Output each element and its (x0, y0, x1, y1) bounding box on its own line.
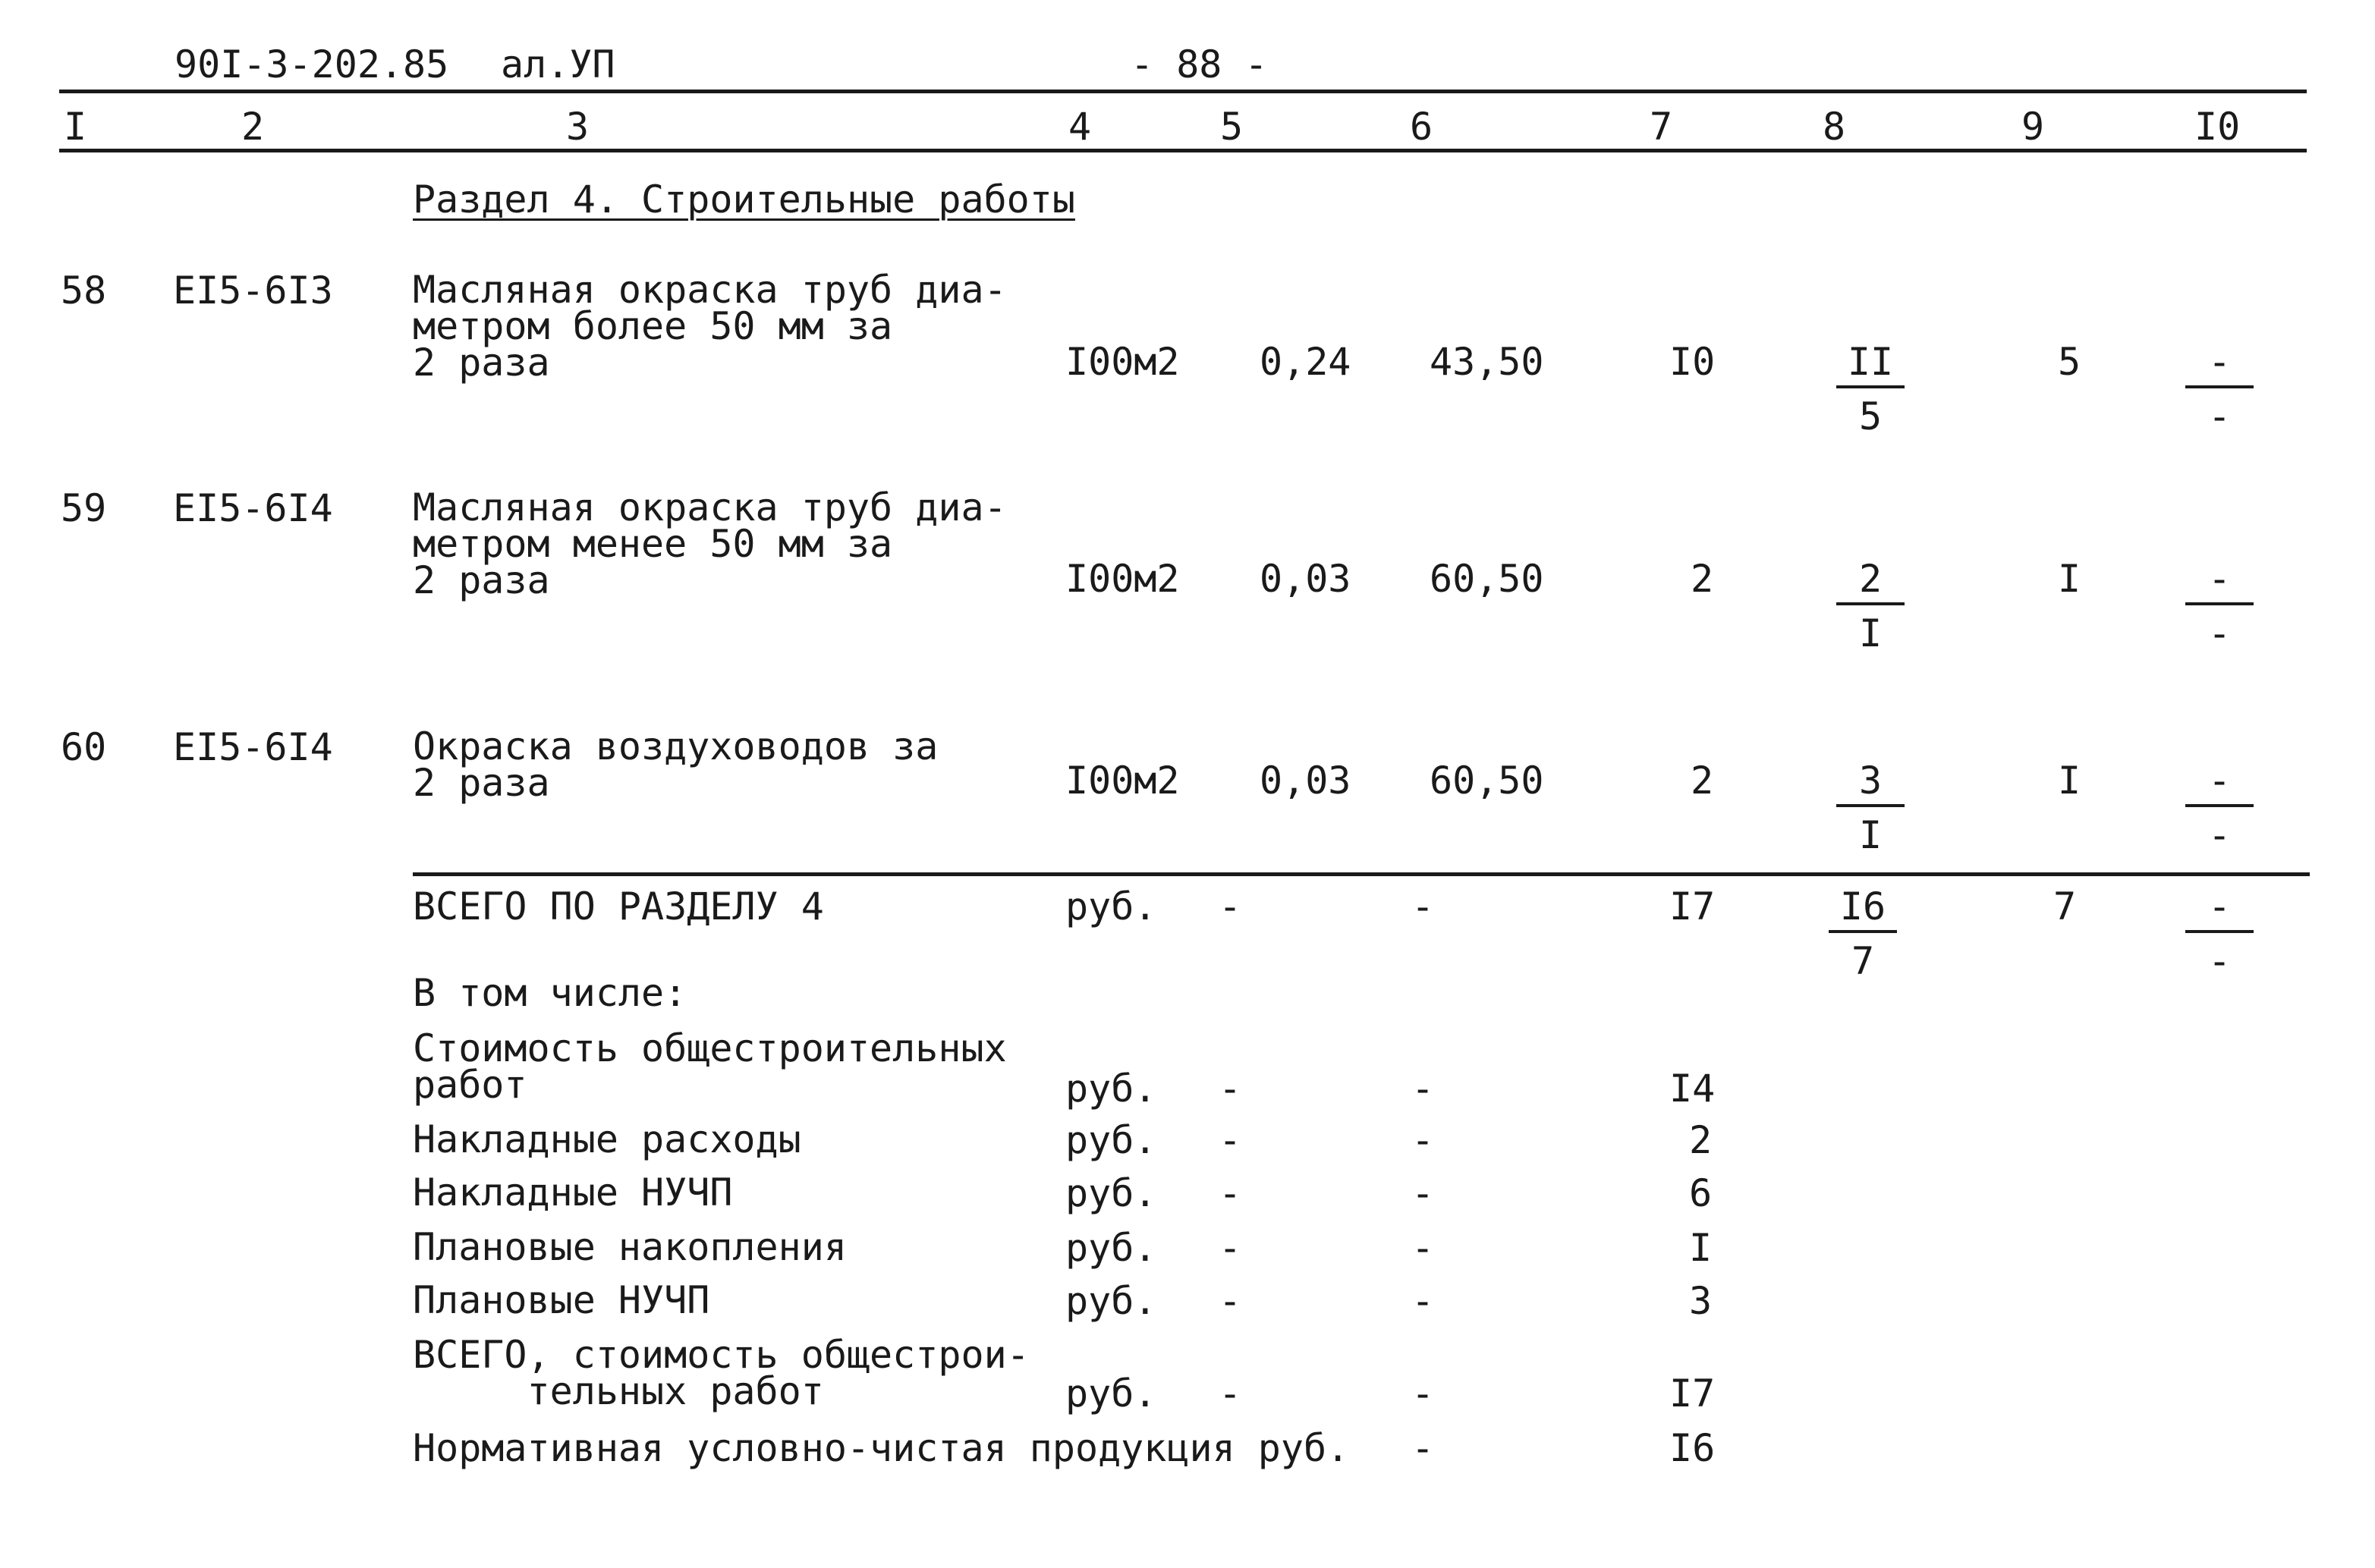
col-header-8: 8 (1823, 105, 1846, 149)
row-col8-fraction (1836, 759, 1905, 857)
header-rule-top (59, 90, 2307, 93)
breakdown-col5: - (1219, 1118, 1242, 1162)
section-total-col8-fraction (1829, 885, 1897, 983)
col-header-1: I (64, 105, 87, 149)
section-title: Раздел 4. Строительные работы (413, 178, 1075, 222)
doc-code: 90I-3-202.85 (175, 42, 449, 86)
header-rule-bottom (59, 149, 2307, 152)
row-description: Окраска воздуховодов за 2 раза (413, 724, 939, 805)
breakdown-col5: - (1219, 1372, 1242, 1416)
fraction-bar (2185, 930, 2254, 933)
col-header-2: 2 (241, 105, 265, 149)
fraction-bar (2185, 602, 2254, 605)
total-divider (413, 872, 2310, 876)
section-total-col5: - (1219, 885, 1242, 929)
col-header-5: 5 (1220, 105, 1244, 149)
fraction-numerator: - (2207, 557, 2232, 601)
row-number: 59 (61, 486, 107, 530)
breakdown-unit: руб. (1065, 1118, 1157, 1162)
breakdown-col6: - (1411, 1372, 1435, 1416)
fraction-denominator: - (2207, 813, 2232, 857)
row-col10-fraction (2185, 340, 2254, 438)
section-total-col6: - (1411, 885, 1435, 929)
breakdown-col7: 2 (1689, 1118, 1713, 1162)
breakdown-unit: руб. (1065, 1171, 1157, 1215)
final-label: Нормативная условно-чистая продукция руб. (413, 1426, 1350, 1470)
col-header-7: 7 (1650, 105, 1673, 149)
breakdown-col7: I7 (1669, 1372, 1716, 1416)
row-unit-price: 60,50 (1430, 557, 1544, 601)
fraction-bar (1829, 930, 1897, 933)
breakdown-col7: I (1689, 1226, 1713, 1270)
row-unit-price: 43,50 (1430, 340, 1544, 384)
row-code: EI5-6I4 (173, 486, 333, 530)
row-unit: I00м2 (1065, 557, 1180, 601)
fraction-denominator: - (2207, 611, 2232, 655)
fraction-numerator: I6 (1839, 885, 1886, 929)
row-description: Масляная окраска труб диа- метром более 50 мм за 2 раза (413, 268, 1007, 385)
section-total-col9: 7 (2053, 885, 2077, 929)
breakdown-col7: 3 (1689, 1279, 1713, 1323)
row-total: 2 (1691, 759, 1714, 803)
fraction-denominator: 7 (1851, 939, 1875, 983)
row-description: Масляная окраска труб диа- метром менее 50 мм за 2 раза (413, 485, 1007, 602)
row-quantity: 0,24 (1260, 340, 1351, 384)
fraction-numerator: 3 (1858, 759, 1883, 803)
breakdown-label: Стоимость общестроительных работ (413, 1026, 1007, 1107)
final-col6: - (1411, 1426, 1435, 1470)
fraction-numerator: - (2207, 759, 2232, 803)
breakdown-col5: - (1219, 1226, 1242, 1270)
row-col8-fraction (1836, 340, 1905, 438)
fraction-bar (1836, 602, 1905, 605)
row-code: EI5-6I4 (173, 725, 333, 769)
breakdown-unit: руб. (1065, 1226, 1157, 1270)
row-total: 2 (1691, 557, 1714, 601)
breakdown-label: Накладные расходы (413, 1117, 801, 1161)
breakdown-col7: 6 (1689, 1171, 1713, 1215)
fraction-denominator: - (2207, 939, 2232, 983)
row-col9: I (2058, 759, 2081, 803)
fraction-bar (1836, 804, 1905, 807)
fraction-denominator: - (2207, 394, 2232, 438)
breakdown-col6: - (1411, 1067, 1435, 1111)
fraction-numerator: 2 (1858, 557, 1883, 601)
breakdown-label: ВСЕГО, стоимость общестрои- тельных работ (413, 1333, 1030, 1413)
col-header-4: 4 (1068, 105, 1092, 149)
col-header-6: 6 (1410, 105, 1433, 149)
section-total-col7: I7 (1669, 885, 1716, 929)
row-number: 58 (61, 269, 107, 313)
row-unit: I00м2 (1065, 759, 1180, 803)
row-col9: I (2058, 557, 2081, 601)
row-col10-fraction (2185, 759, 2254, 857)
fraction-numerator: - (2207, 885, 2232, 929)
row-quantity: 0,03 (1260, 557, 1351, 601)
fraction-numerator: II (1847, 340, 1894, 384)
fraction-denominator: I (1858, 813, 1883, 857)
fraction-bar (2185, 385, 2254, 388)
col-header-3: 3 (566, 105, 590, 149)
breakdown-unit: руб. (1065, 1279, 1157, 1323)
breakdown-label: Накладные НУЧП (413, 1171, 733, 1214)
breakdown-col6: - (1411, 1171, 1435, 1215)
breakdown-col7: I4 (1669, 1067, 1716, 1111)
breakdown-col5: - (1219, 1279, 1242, 1323)
row-unit-price: 60,50 (1430, 759, 1544, 803)
breakdown-unit: руб. (1065, 1067, 1157, 1111)
row-col9: 5 (2058, 340, 2081, 384)
fraction-bar (2185, 804, 2254, 807)
col-header-9: 9 (2021, 105, 2045, 149)
including-label: В том числе: (413, 971, 687, 1015)
breakdown-col5: - (1219, 1067, 1242, 1111)
col-header-10: I0 (2194, 105, 2241, 149)
row-col8-fraction (1836, 557, 1905, 655)
breakdown-label: Плановые накопления (413, 1225, 847, 1269)
album-label: ал.УП (501, 42, 615, 86)
breakdown-col5: - (1219, 1171, 1242, 1215)
fraction-denominator: I (1858, 611, 1883, 655)
fraction-numerator: - (2207, 340, 2232, 384)
final-col7: I6 (1669, 1426, 1716, 1470)
breakdown-label: Плановые НУЧП (413, 1278, 710, 1322)
row-quantity: 0,03 (1260, 759, 1351, 803)
section-total-unit: руб. (1065, 885, 1157, 929)
fraction-bar (1836, 385, 1905, 388)
breakdown-unit: руб. (1065, 1372, 1157, 1416)
section-total-label: ВСЕГО ПО РАЗДЕЛУ 4 (413, 885, 824, 929)
breakdown-col6: - (1411, 1118, 1435, 1162)
fraction-denominator: 5 (1858, 394, 1883, 438)
row-number: 60 (61, 725, 107, 769)
row-col10-fraction (2185, 557, 2254, 655)
breakdown-col6: - (1411, 1279, 1435, 1323)
row-total: I0 (1669, 340, 1716, 384)
row-unit: I00м2 (1065, 340, 1180, 384)
section-total-col10-fraction (2185, 885, 2254, 983)
breakdown-col6: - (1411, 1226, 1435, 1270)
row-code: EI5-6I3 (173, 269, 333, 313)
page-number: - 88 - (1131, 42, 1268, 86)
